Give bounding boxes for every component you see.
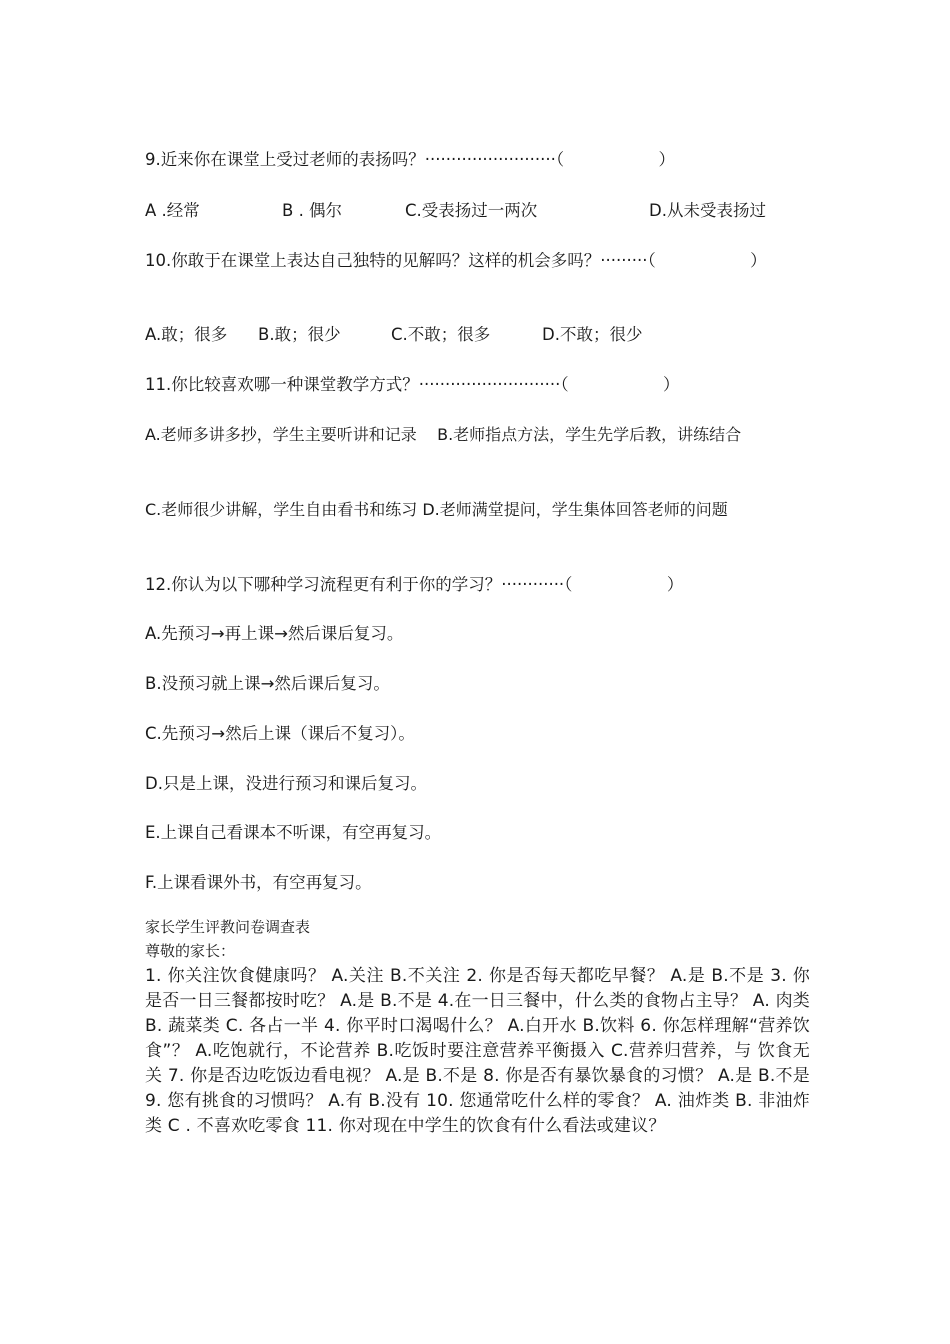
q12-option-e: E.上课自己看课本不听课，有空再复习。: [145, 823, 442, 842]
q12-option-c: C.先预习→然后上课（课后不复习）。: [145, 724, 415, 743]
question-12: 12.你认为以下哪种学习流程更有利于你的学习？············（ ）: [145, 575, 684, 594]
survey-body: 1. 你关注饮食健康吗？ A.关注 B.不关注 2. 你是否每天都吃早餐？ A.是 B.不是 3. 你是否一日三餐都按时吃？ A.是 B.不是 4.在一日三餐中，什么类的食物占主导？ A. 肉类 B. 蔬菜类 C. 各占一半 4. 你平时口渴喝什么？ A.白开水 B.饮料 6. 你怎样理解“营养饮食”？ A.吃饱就行，不论营养 B.吃饭时要注意营养平衡摄入 C.营养归营养，与 饮食无关 7. 你是否边吃饭边看电视？ A.是 B.不是 8. 你是否有暴饮暴食的习惯？ A.是 B.不是 9. 您有挑食的习惯吗？ A.有 B.没有 10. 您通常吃什么样的零食？ A. 油炸类 B. 非油炸类 C . 不喜欢吃零食 11. 你对现在中学生的饮食有什么看法或建议？: [145, 966, 810, 1136]
q9-option-a: A .经常: [145, 201, 200, 220]
q12-option-f: F.上课看课外书，有空再复习。: [145, 873, 372, 892]
q10-option-d: D.不敢；很少: [542, 325, 643, 344]
question-11: 11.你比较喜欢哪一种课堂教学方式？···························（ ）: [145, 375, 680, 394]
question-10-options: [145, 323, 810, 347]
q12-option-a: A.先预习→再上课→然后课后复习。: [145, 624, 404, 643]
question-9: 9.近来你在课堂上受过老师的表扬吗？·························（ ）: [145, 150, 676, 169]
question-10: 10.你敢于在课堂上表达自己独特的见解吗？这样的机会多吗？·········（ ）: [145, 251, 767, 270]
survey-greeting: 尊敬的家长：: [145, 942, 236, 960]
q9-option-b: B . 偶尔: [282, 201, 343, 220]
q10-option-c: C.不敢；很多: [391, 325, 491, 344]
q12-option-d: D.只是上课，没进行预习和课后复习。: [145, 774, 427, 793]
q9-option-d: D.从未受表扬过: [649, 201, 766, 220]
q12-option-b: B.没预习就上课→然后课后复习。: [145, 674, 390, 693]
question-11-options-ab: A.老师多讲多抄，学生主要听讲和记录 B.老师指点方法，学生先学后教，讲练结合: [145, 425, 742, 444]
q9-option-c: C.受表扬过一两次: [405, 201, 538, 220]
question-11-options-cd: C.老师很少讲解，学生自由看书和练习 D.老师满堂提问，学生集体回答老师的问题: [145, 500, 728, 519]
survey-title: 家长学生评教问卷调查表: [145, 918, 311, 936]
q10-option-a: A.敢；很多: [145, 325, 228, 344]
question-9-options: [145, 199, 810, 223]
q10-option-b: B.敢；很少: [258, 325, 341, 344]
